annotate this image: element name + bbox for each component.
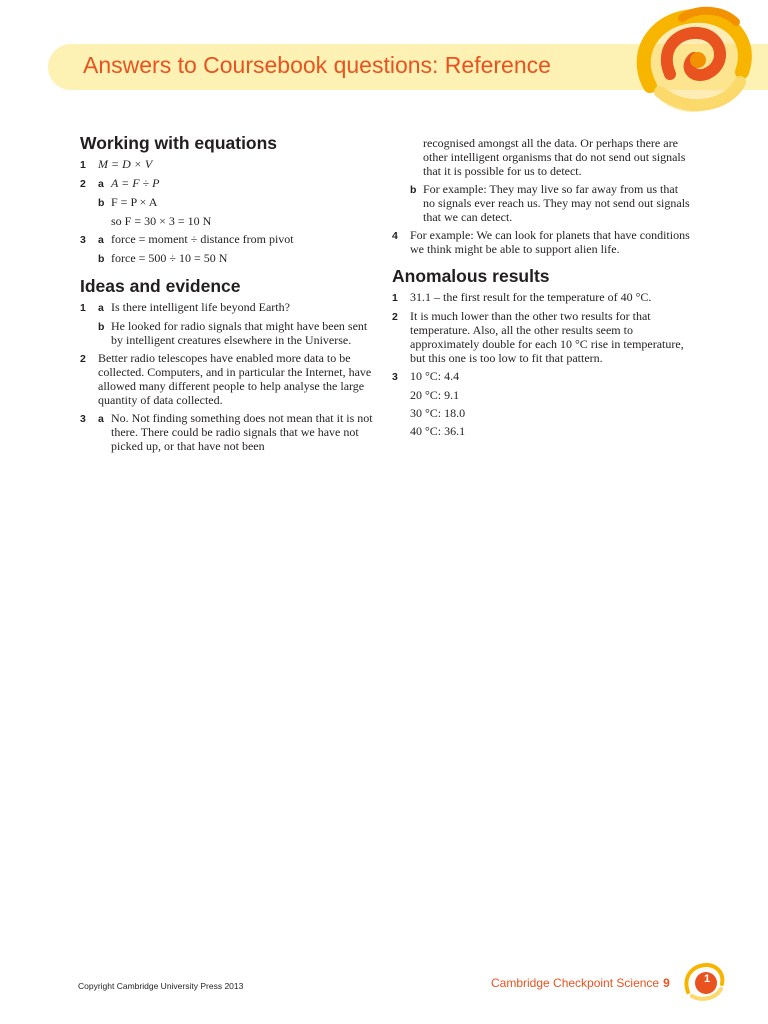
answer-line <box>80 251 380 266</box>
volume-number: 9 <box>663 976 670 990</box>
sub-letter: a <box>98 413 104 425</box>
answer-text: 10 °C: 4.4 <box>410 369 460 383</box>
section-heading: Working with equations <box>80 133 278 153</box>
question-number: 3 <box>392 371 398 383</box>
sub-letter: b <box>98 253 105 265</box>
answer-line <box>80 319 380 347</box>
answer-text: Better radio telescopes have enabled more data to be collected. Computers, and in particular the Internet, have allowed many different people to help analyse the large quantity of data collected. <box>98 351 372 407</box>
question-number: 2 <box>80 178 86 190</box>
answer-line <box>80 195 380 210</box>
answer-text: 31.1 – the first result for the temperature of 40 °C. <box>410 290 652 304</box>
answer-line <box>392 182 692 224</box>
question-number: 3 <box>80 234 86 246</box>
right-column <box>392 136 692 442</box>
answer-text: force = moment ÷ distance from pivot <box>111 232 294 246</box>
answer-text: 20 °C: 9.1 <box>410 388 460 402</box>
answer-text: A = F ÷ P <box>111 176 160 190</box>
sub-letter: b <box>98 197 105 209</box>
answer-text: M = D × V <box>98 157 153 171</box>
copyright-notice: Copyright Cambridge University Press 2013 <box>78 981 244 991</box>
answer-text: He looked for radio signals that might have been sent by intelligent creatures elsewhere in the Universe. <box>111 319 368 347</box>
question-number: 4 <box>392 230 398 242</box>
question-number: 2 <box>80 353 86 365</box>
answer-line <box>80 214 380 228</box>
series-name: Cambridge Checkpoint Science <box>491 976 660 990</box>
sub-letter: a <box>98 302 104 314</box>
left-column <box>80 133 380 457</box>
question-number: 1 <box>80 159 86 171</box>
question-number: 1 <box>392 292 398 304</box>
answer-text: 30 °C: 18.0 <box>410 406 466 420</box>
answer-line <box>392 228 692 256</box>
answer-line <box>392 388 692 402</box>
answer-text: F = P × A <box>111 195 158 209</box>
section-heading: Ideas and evidence <box>80 276 241 296</box>
page-number: 1 <box>703 973 711 985</box>
answer-text: recognised amongst all the data. Or perhaps there are other intelligent organisms that do not send out signals that it is possible for us to detect. <box>423 136 686 178</box>
question-number: 1 <box>80 302 86 314</box>
answer-text: It is much lower than the other two results for that temperature. Also, all the other results seem to approximately double for each 10 °C rise in temperature, but this one is too low to fit that pattern. <box>410 309 684 365</box>
sun-swirl-logo-icon <box>620 4 760 124</box>
answer-text: 40 °C: 36.1 <box>410 424 466 438</box>
answer-line <box>392 369 692 384</box>
answer-text: force = 500 ÷ 10 = 50 N <box>111 251 228 265</box>
answer-line <box>392 309 692 365</box>
answer-text: so F = 30 × 3 = 10 N <box>111 214 212 228</box>
answer-text: For example: We can look for planets that have conditions we think might be able to support alien life. <box>410 228 690 256</box>
sub-letter: b <box>98 321 105 333</box>
series-title <box>491 976 670 990</box>
sub-letter: b <box>410 184 417 196</box>
answer-text: No. Not finding something does not mean that it is not there. There could be radio signals that we have not picked up, or that have not been <box>111 411 373 453</box>
section-heading: Anomalous results <box>392 266 550 286</box>
sub-letter: a <box>98 178 104 190</box>
question-number: 3 <box>80 413 86 425</box>
answer-line <box>80 232 380 247</box>
answer-text: Is there intelligent life beyond Earth? <box>111 300 290 314</box>
question-number: 2 <box>392 311 398 323</box>
answer-line <box>392 406 692 420</box>
answer-continuation <box>392 136 692 178</box>
page-title: Answers to Coursebook questions: Reference <box>83 52 551 78</box>
answer-line <box>80 411 380 453</box>
sub-letter: a <box>98 234 104 246</box>
answer-line <box>80 351 380 407</box>
answer-line <box>392 424 692 438</box>
answer-line <box>80 300 380 315</box>
answer-line <box>80 176 380 191</box>
answer-text: For example: They may live so far away from us that no signals ever reach us. They may not send out signals that we can detect. <box>423 182 690 224</box>
answer-line <box>392 290 692 305</box>
answer-line <box>80 157 380 172</box>
